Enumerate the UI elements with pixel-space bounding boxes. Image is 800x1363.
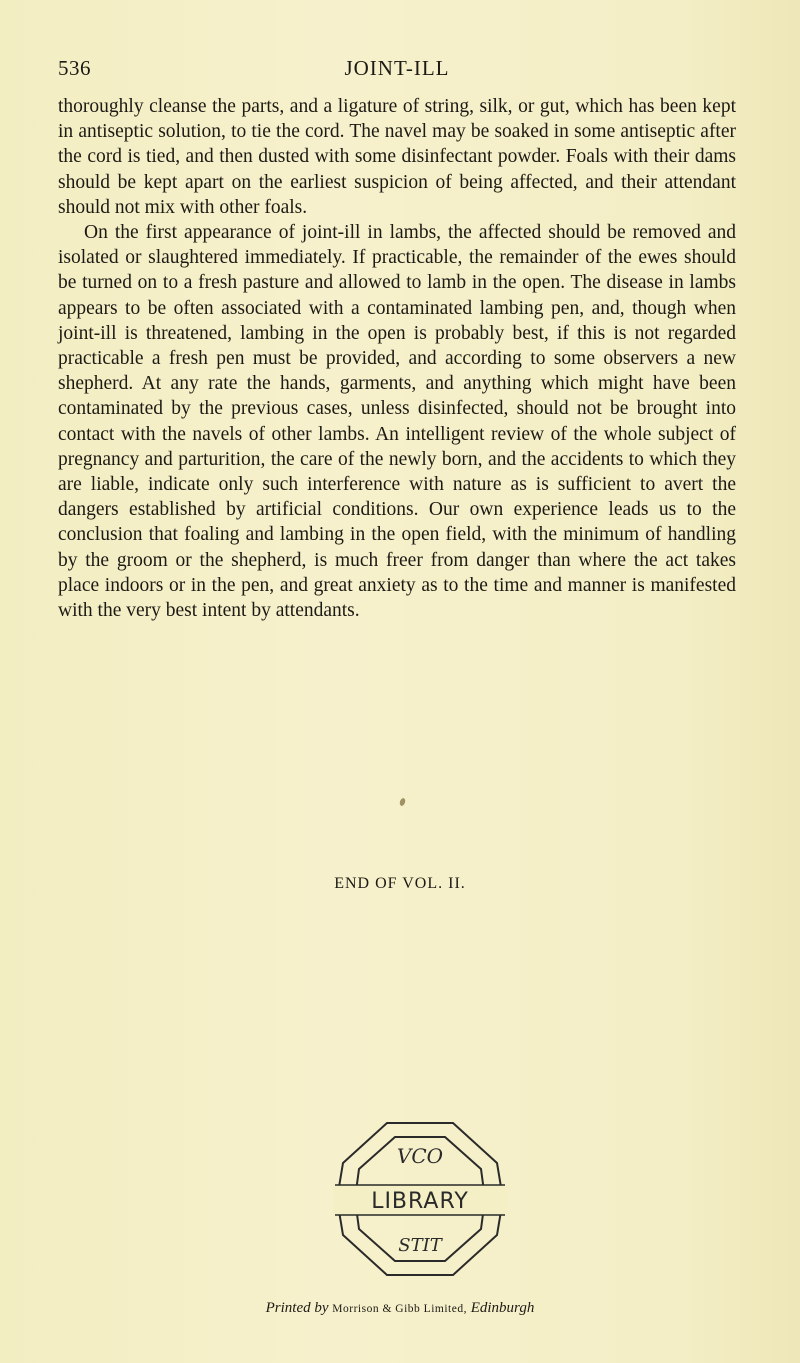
end-of-volume-note: END OF VOL. II.: [334, 875, 466, 892]
page-number: 536: [58, 56, 91, 80]
stamp-top-text: VCO: [396, 1144, 444, 1168]
stamp-bottom-text: STIT: [398, 1235, 442, 1256]
running-title: JOINT-ILL: [344, 56, 450, 80]
imprint-printer: Morrison & Gibb Limited,: [332, 1303, 467, 1315]
paragraph: thoroughly cleanse the parts, and a ligature of string, silk, or gut, which has been kept in antiseptic solution, to tie the cord. The navel may be soaked in some antiseptic after the cord is tied, and then dusted with some disinfectant powder. Foals with their dams should be kept apart on the earliest suspicion of being affected, and their attendant should not mix with other foals.: [58, 96, 736, 218]
paragraph: On the first appearance of joint-ill in lambs, the affected should be removed and isolated or slaughtered immediately. If practicable, the remainder of the ewes should be turned on to a fresh pasture and allowed to lamb in the open. The disease in lambs appears to be often associated with a contaminated lambing pen, and, though when joint-ill is threatened, lambing in the open is probably best, if this is not regarded practicable a fresh pen must be provided, and according to some observers a new shepherd. At any rate the hands, garments, and anything which might have been contaminated by the previous cases, unless disinfected, should not be brought into contact with the navels of other lambs. An intelligent review of the whole subject of pregnancy and parturition, the care of the newly born, and the accidents to which they are liable, indicate only such interference with nature as is sufficient to avert the dangers established by artificial conditions. Our own experience leads us to the conclusion that foaling and lambing in the open field, with the minimum of handling by the groom or the shepherd, is much freer from danger than where the act takes place indoors or in the pen, and great anxiety as to the time and manner is manifested with the very best intent by attendants.: [58, 222, 736, 622]
running-header: [58, 56, 736, 86]
imprint-printed-by: Printed by: [265, 1300, 329, 1316]
imprint-place: Edinburgh: [470, 1300, 535, 1316]
stamp-library-text: LIBRARY: [371, 1189, 469, 1214]
body-text: [58, 94, 736, 623]
library-stamp: [325, 1113, 515, 1283]
library-stamp-graphic: [325, 1113, 515, 1283]
ink-speck: [399, 797, 406, 806]
printer-imprint: [0, 1300, 800, 1317]
